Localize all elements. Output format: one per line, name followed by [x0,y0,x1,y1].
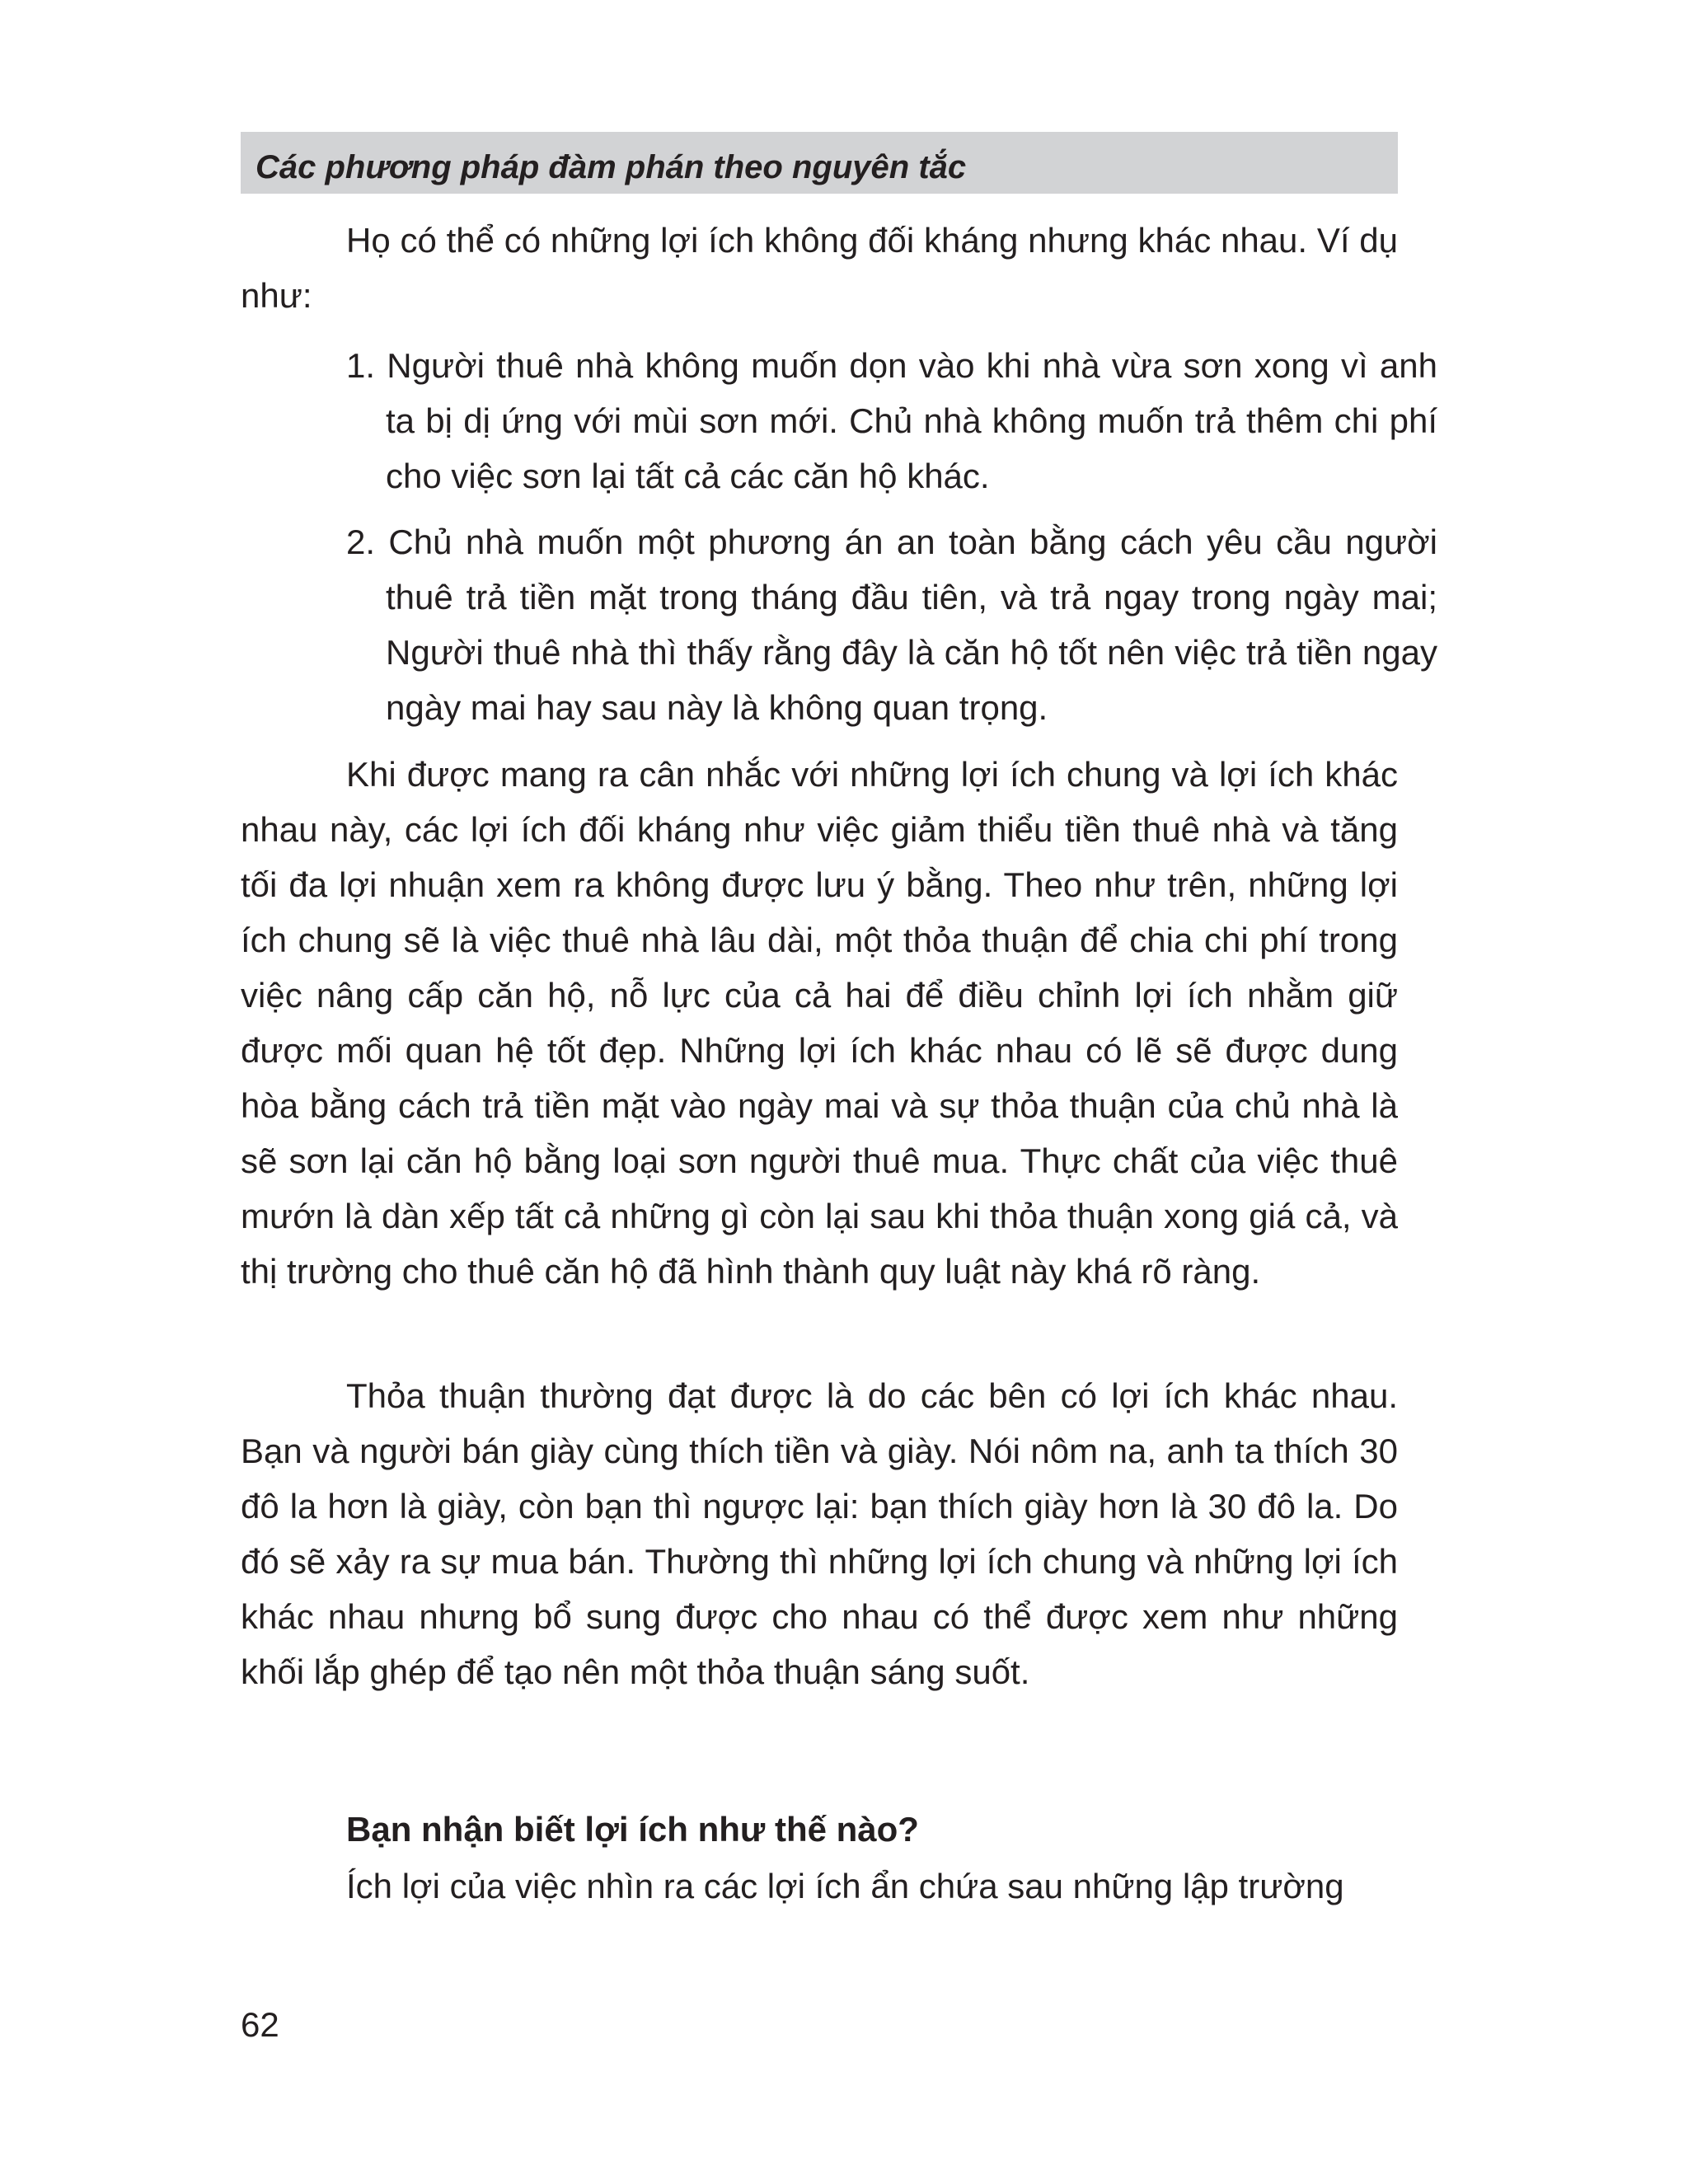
page-number: 62 [241,2005,279,2044]
running-header-title: Các phương pháp đàm phán theo nguyên tắc [256,149,967,185]
body-paragraph-1: Khi được mang ra cân nhắc với những lợi ích chung và lợi ích khác nhau này, các lợi ích đối kháng như việc giảm thiểu tiền thuê nhà và tăng tối đa lợi nhuận xem ra không được lưu ý bằng. Theo như trên, những lợi ích chung sẽ là việc thuê nhà lâu dài, một thỏa thuận để chia chi phí trong việc nâng cấp căn hộ, nỗ lực của cả hai để điều chỉnh lợi ích nhằm giữ được mối quan hệ tốt đẹp. Những lợi ích khác nhau có lẽ sẽ được dung hòa bằng cách trả tiền mặt vào ngày mai và sự thỏa thuận của chủ nhà là sẽ sơn lại căn hộ bằng loại sơn người thuê mua. Thực chất của việc thuê mướn là dàn xếp tất cả những gì còn lại sau khi thỏa thuận xong giá cả, và thị trường cho thuê căn hộ đã hình thành quy luật này khá rõ ràng. [241,755,1398,1291]
list-item-1: 1. Người thuê nhà không muốn dọn vào khi nhà vừa sơn xong vì anh ta bị dị ứng với mùi sơn mới. Chủ nhà không muốn trả thêm chi phí cho việc sơn lại tất cả các căn hộ khác. [346,346,1437,495]
list-item-2: 2. Chủ nhà muốn một phương án an toàn bằng cách yêu cầu người thuê trả tiền mặt trong tháng đầu tiên, và trả ngay trong ngày mai; Người thuê nhà thì thấy rằng đây là căn hộ tốt nên việc trả tiền ngay ngày mai hay sau này là không quan trọng. [346,523,1437,727]
body-paragraph-2: Thỏa thuận thường đạt được là do các bên có lợi ích khác nhau. Bạn và người bán giày cùng thích tiền và giày. Nói nôm na, anh ta thích 30 đô la hơn là giày, còn bạn thì ngược lại: bạn thích giày hơn là 30 đô la. Do đó sẽ xảy ra sự mua bán. Thường thì những lợi ích chung và những lợi ích khác nhau nhưng bổ sung được cho nhau có thể được xem như những khối lắp ghép để tạo nên một thỏa thuận sáng suốt. [241,1376,1398,1691]
body-paragraph-3: Ích lợi của việc nhìn ra các lợi ích ẩn chứa sau những lập trường [346,1867,1344,1905]
intro-paragraph: Họ có thể có những lợi ích không đối kháng nhưng khác nhau. Ví dụ như: [241,221,1398,315]
section-heading: Bạn nhận biết lợi ích như thế nào? [346,1810,919,1849]
